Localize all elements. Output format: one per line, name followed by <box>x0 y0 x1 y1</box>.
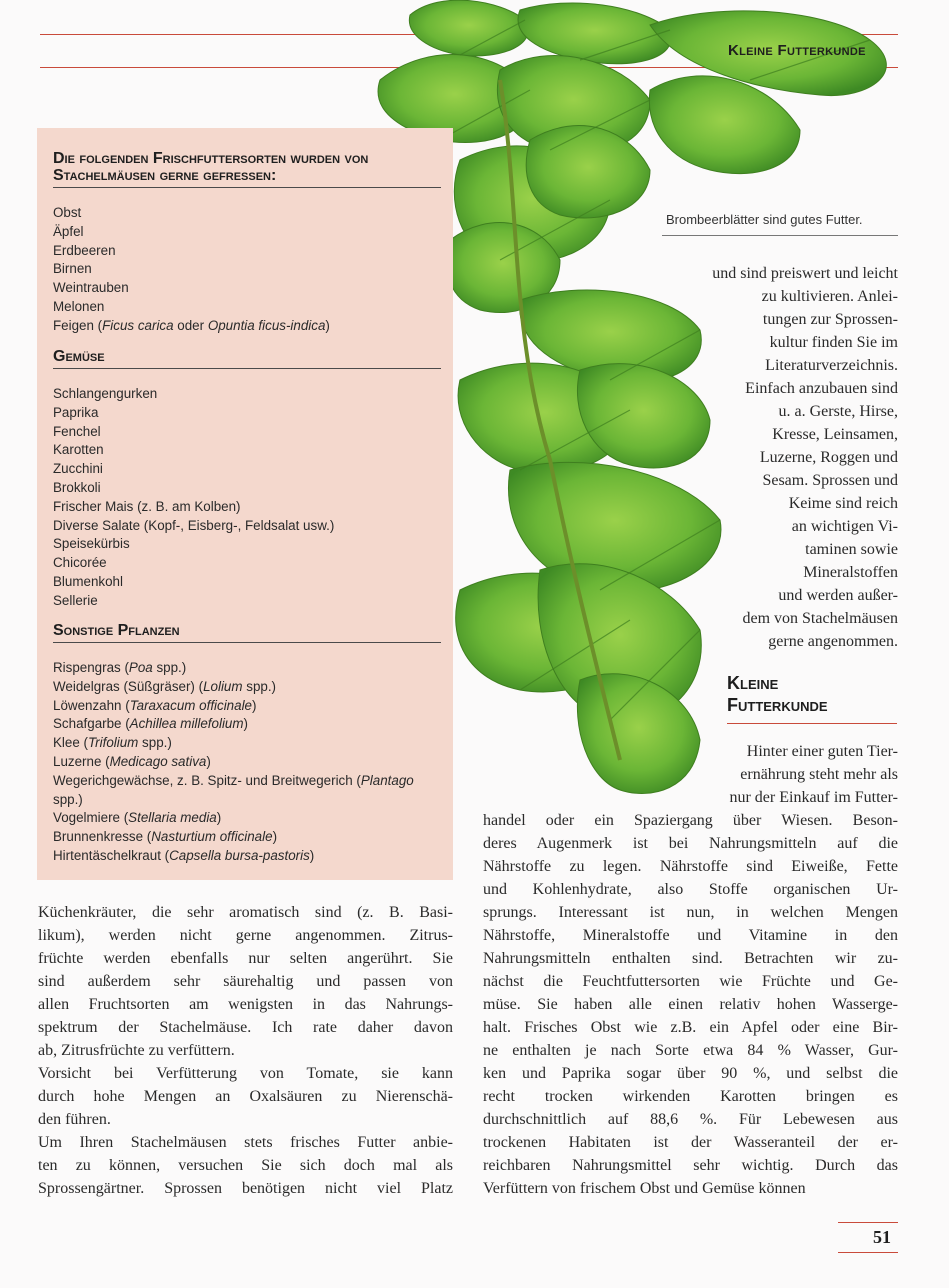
list-item: Löwenzahn (Taraxacum officinale) <box>53 697 257 713</box>
list-item: Brokkoli <box>53 479 101 495</box>
text-line: Küchenkräuter, die sehr aromatisch sind (z. B. Basi- <box>38 904 453 921</box>
text-line: dem von Stachelmäusen <box>742 610 898 627</box>
list-item: Chicorée <box>53 555 107 571</box>
text-line: likum), werden nicht gerne angenommen. Zitrus- <box>38 927 453 944</box>
list-item: Weidelgras (Süßgräser) (Lolium spp.) <box>53 678 277 694</box>
text-line: und werden außer- <box>778 587 898 604</box>
caption-rule <box>662 235 898 236</box>
text-line: Mineralstoffen <box>803 564 898 581</box>
list-item: Feigen (Ficus carica oder Opuntia ficus-indica) <box>53 317 330 333</box>
text-line: allen Fruchtsorten am wenigsten in das Nahrungs- <box>38 996 453 1013</box>
text-line: und sind preiswert und leicht <box>712 265 898 282</box>
text-line: nächst die Feuchtfuttersorten wie Früchte und Ge- <box>483 973 898 990</box>
footer-rule-bottom <box>838 1252 898 1253</box>
text-line: Sprossengärtner. Sprossen benötigen nicht viel Platz <box>38 1180 453 1197</box>
list-item: Paprika <box>53 404 99 420</box>
text-line: deres Augenmerk ist bei Nahrungsmitteln auf die <box>483 835 898 852</box>
text-line: durchschnittlich auf 88,6 %. Für Lebewesen aus <box>483 1111 898 1128</box>
list-item: Rispengras (Poa spp.) <box>53 660 187 675</box>
text-line: Nährstoffe, Mineralstoffe und Vitamine in den <box>483 927 898 944</box>
gemuese-heading: Gemüse <box>53 348 441 369</box>
text-line: tungen zur Sprossen- <box>762 311 898 328</box>
text-line: Vorsicht bei Verfütterung von Tomate, sie kann <box>38 1065 453 1082</box>
list-item: Frischer Mais (z. B. am Kolben) <box>53 498 241 514</box>
list-item: Diverse Salate (Kopf-, Eisberg-, Feldsalat usw.) <box>53 517 335 533</box>
text-line: und Kohlenhydrate, also Stoffe organischen Ur- <box>483 881 898 898</box>
text-line: an wichtigen Vi- <box>791 518 898 535</box>
obst-list <box>53 204 330 336</box>
text-line: zu kultivieren. Anlei- <box>761 288 898 305</box>
leaf <box>649 76 800 174</box>
list-item: Sellerie <box>53 592 98 608</box>
section-title-line: Futterkunde <box>727 695 828 715</box>
text-line: Hinter einer guten Tier- <box>746 743 898 760</box>
text-line: sprungs. Interessant ist nun, in welchen Mengen <box>483 904 898 921</box>
right-body-text-wrap <box>660 740 898 809</box>
section-title <box>727 672 828 716</box>
left-body-text <box>38 901 453 1200</box>
list-item: spp.) <box>53 791 83 807</box>
text-line: Einfach anzubauen sind <box>745 380 898 397</box>
text-line: spektrum der Stachelmäuse. Ich rate daher davon <box>38 1019 453 1036</box>
text-line: recht trocken wirkenden Karotten bringen es <box>483 1088 898 1105</box>
right-body-text <box>483 809 898 1200</box>
list-item: Obst <box>53 205 82 220</box>
page-number: 51 <box>873 1227 891 1247</box>
text-line: ernährung steht mehr als <box>740 766 898 783</box>
box-heading: Die folgenden Frischfuttersorten wurden von Stachelmäusen gerne gefressen: <box>53 150 441 188</box>
list-item: Speisekürbis <box>53 536 130 552</box>
text-line: Um Ihren Stachelmäusen stets frisches Futter anbie- <box>38 1134 453 1151</box>
frischfutter-box <box>37 128 453 880</box>
section-title-line: Kleine <box>727 673 779 693</box>
text-line: Keime sind reich <box>788 495 898 512</box>
text-line: ne enthalten je nach Sorte etwa 84 % Wasser, Gur- <box>483 1042 898 1059</box>
list-item: Brunnenkresse (Nasturtium officinale) <box>53 829 278 845</box>
text-line: Kresse, Leinsamen, <box>772 426 898 443</box>
text-line: Nahrungsmitteln enthalten sind. Betrachten wir zu- <box>483 950 898 967</box>
list-item: Zucchini <box>53 461 103 477</box>
text-line: ken und Paprika sogar über 90 %, und selbst die <box>483 1065 898 1082</box>
text-line: müse. Sie haben alle einen relativ hohen Wasserge- <box>483 996 898 1013</box>
text-line: früchte werden ebenfalls nur selten angerührt. Sie <box>38 950 453 967</box>
text-line: Nährstoffe zu legen. Nährstoffe sind Eiweiße, Fette <box>483 858 898 875</box>
text-line: nur der Einkauf im Futter- <box>729 789 898 806</box>
text-line: u. a. Gerste, Hirse, <box>778 403 898 420</box>
text-line: Verfüttern von frischem Obst und Gemüse können <box>483 1180 806 1197</box>
text-line: sind außerdem sehr säurehaltig und passen von <box>38 973 453 990</box>
text-line: halt. Frisches Obst wie z.B. ein Apfel oder eine Bir- <box>483 1019 898 1036</box>
text-line: durch hohe Mengen an Oxalsäuren zu Nierenschä- <box>38 1088 453 1105</box>
text-line: gerne angenommen. <box>768 633 898 650</box>
text-line: ab, Zitrusfrüchte zu verfüttern. <box>38 1042 235 1059</box>
list-item: Blumenkohl <box>53 573 123 589</box>
text-line: taminen sowie <box>805 541 898 558</box>
text-line: Sesam. Sprossen und <box>762 472 898 489</box>
image-caption: Brombeerblätter sind gutes Futter. <box>666 212 863 227</box>
list-item: Hirtentäschelkraut (Capsella bursa-pastoris) <box>53 847 315 863</box>
list-item: Erdbeeren <box>53 242 116 258</box>
text-line: handel oder ein Spaziergang über Wiesen. Beson- <box>483 812 898 829</box>
sonstige-list <box>53 659 414 866</box>
footer-rule-top <box>838 1222 898 1223</box>
section-rule <box>727 723 897 724</box>
right-intro-text <box>648 262 898 653</box>
leaf <box>526 126 650 218</box>
text-line: trockenen Habitaten ist der Wasseranteil der er- <box>483 1134 898 1151</box>
list-item: Karotten <box>53 442 104 458</box>
text-line: Literaturverzeichnis. <box>765 357 898 374</box>
text-line: ten zu können, versuchen Sie sich doch mal als <box>38 1157 453 1174</box>
list-item: Birnen <box>53 261 92 277</box>
text-line: Luzerne, Roggen und <box>759 449 898 466</box>
list-item: Klee (Trifolium spp.) <box>53 735 172 751</box>
list-item: Äpfel <box>53 223 84 239</box>
running-header-title: Kleine Futterkunde <box>728 42 866 59</box>
list-item: Weintrauben <box>53 280 129 296</box>
list-item: Schafgarbe (Achillea millefolium) <box>53 716 249 732</box>
list-item: Wegerichgewächse, z. B. Spitz- und Breitwegerich (Plantago <box>53 772 414 788</box>
text-line: kultur finden Sie im <box>769 334 898 351</box>
list-item: Fenchel <box>53 423 101 439</box>
list-item: Luzerne (Medicago sativa) <box>53 753 211 769</box>
list-item: Melonen <box>53 298 105 314</box>
text-line: den führen. <box>38 1111 111 1128</box>
text-line: reichbaren Nahrungsmittel sehr wichtig. Durch das <box>483 1157 898 1174</box>
list-item: Vogelmiere (Stellaria media) <box>53 810 222 826</box>
gemuese-list <box>53 385 334 611</box>
list-item: Schlangengurken <box>53 386 158 401</box>
sonstige-heading: Sonstige Pflanzen <box>53 622 441 643</box>
